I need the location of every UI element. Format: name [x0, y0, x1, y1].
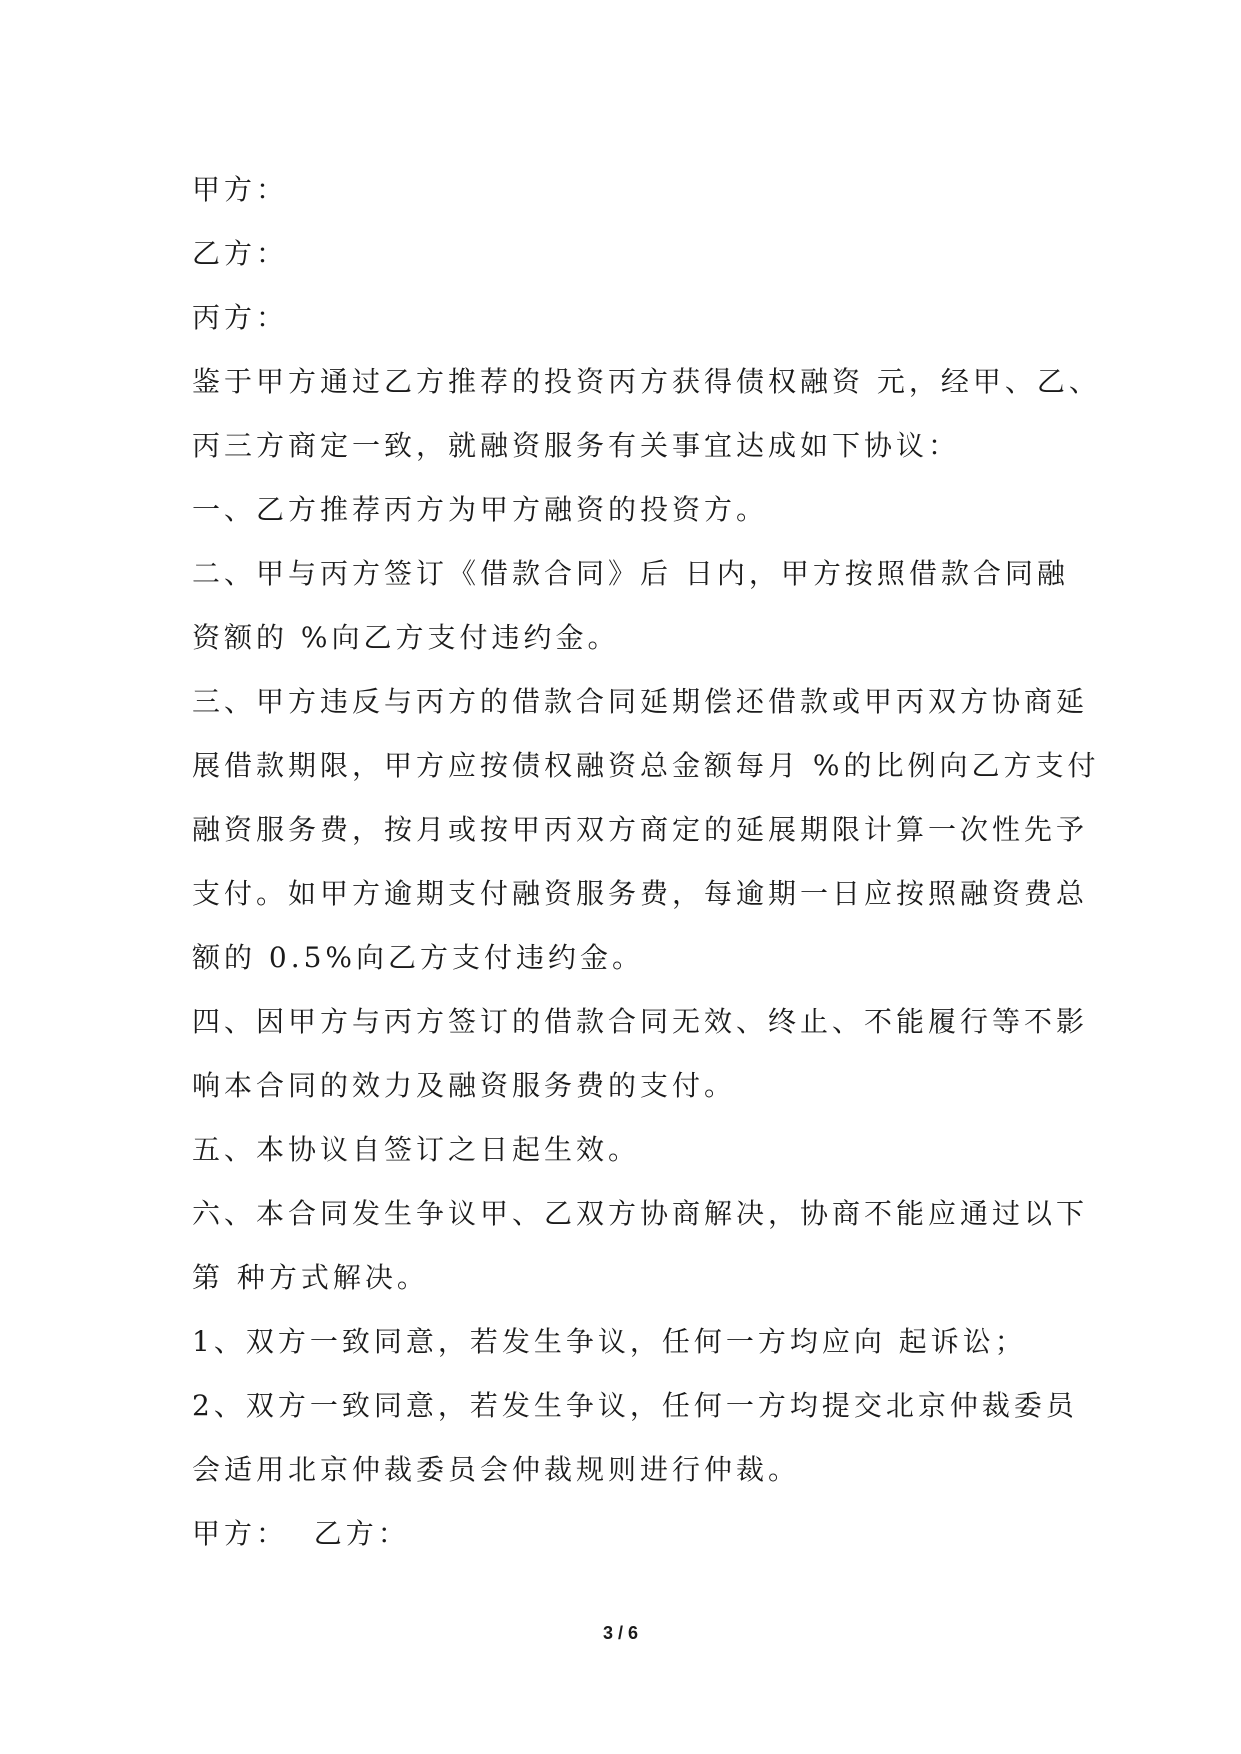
- clause-3-line-2: 展借款期限，甲方应按债权融资总金额每月 %的比例向乙方支付: [192, 749, 1100, 782]
- clause-6-line-1: 六、本合同发生争议甲、乙双方协商解决，协商不能应通过以下: [192, 1197, 1089, 1230]
- clause-1: 一、乙方推荐丙方为甲方融资的投资方。: [192, 493, 769, 526]
- option-1: 1、双方一致同意，若发生争议，任何一方均应向 起诉讼；: [192, 1325, 1027, 1358]
- option-2-line-2: 会适用北京仲裁委员会仲裁规则进行仲裁。: [192, 1453, 801, 1486]
- clause-3-line-3: 融资服务费，按月或按甲丙双方商定的延展期限计算一次性先予: [192, 813, 1089, 846]
- clause-3-line-5: 额的 0.5%向乙方支付违约金。: [192, 941, 645, 974]
- signature-line: 甲方： 乙方：: [192, 1517, 410, 1550]
- preamble-line-2: 丙三方商定一致，就融资服务有关事宜达成如下协议：: [192, 429, 961, 462]
- document-body: [192, 158, 1101, 1566]
- party-a-label: 甲方：: [192, 173, 289, 206]
- clause-3-line-1: 三、甲方违反与丙方的借款合同延期偿还借款或甲丙双方协商延: [192, 685, 1089, 718]
- clause-2-line-1: 二、甲与丙方签订《借款合同》后 日内，甲方按照借款合同融: [192, 557, 1069, 590]
- option-2-line-1: 2、双方一致同意，若发生争议，任何一方均提交北京仲裁委员: [192, 1389, 1078, 1422]
- page-number: 3 / 6: [602, 1623, 639, 1643]
- clause-3-line-4: 支付。如甲方逾期支付融资服务费，每逾期一日应按照融资费总: [192, 877, 1089, 910]
- clause-4-line-2: 响本合同的效力及融资服务费的支付。: [192, 1069, 737, 1102]
- clause-6-line-2: 第 种方式解决。: [192, 1261, 429, 1294]
- party-b-label: 乙方：: [192, 237, 289, 270]
- preamble-line-1: 鉴于甲方通过乙方推荐的投资丙方获得债权融资 元，经甲、乙、: [192, 365, 1101, 398]
- clause-5: 五、本协议自签订之日起生效。: [192, 1133, 641, 1166]
- party-c-label: 丙方：: [192, 301, 289, 334]
- clause-4-line-1: 四、因甲方与丙方签订的借款合同无效、终止、不能履行等不影: [192, 1005, 1089, 1038]
- clause-2-line-2: 资额的 %向乙方支付违约金。: [192, 621, 620, 654]
